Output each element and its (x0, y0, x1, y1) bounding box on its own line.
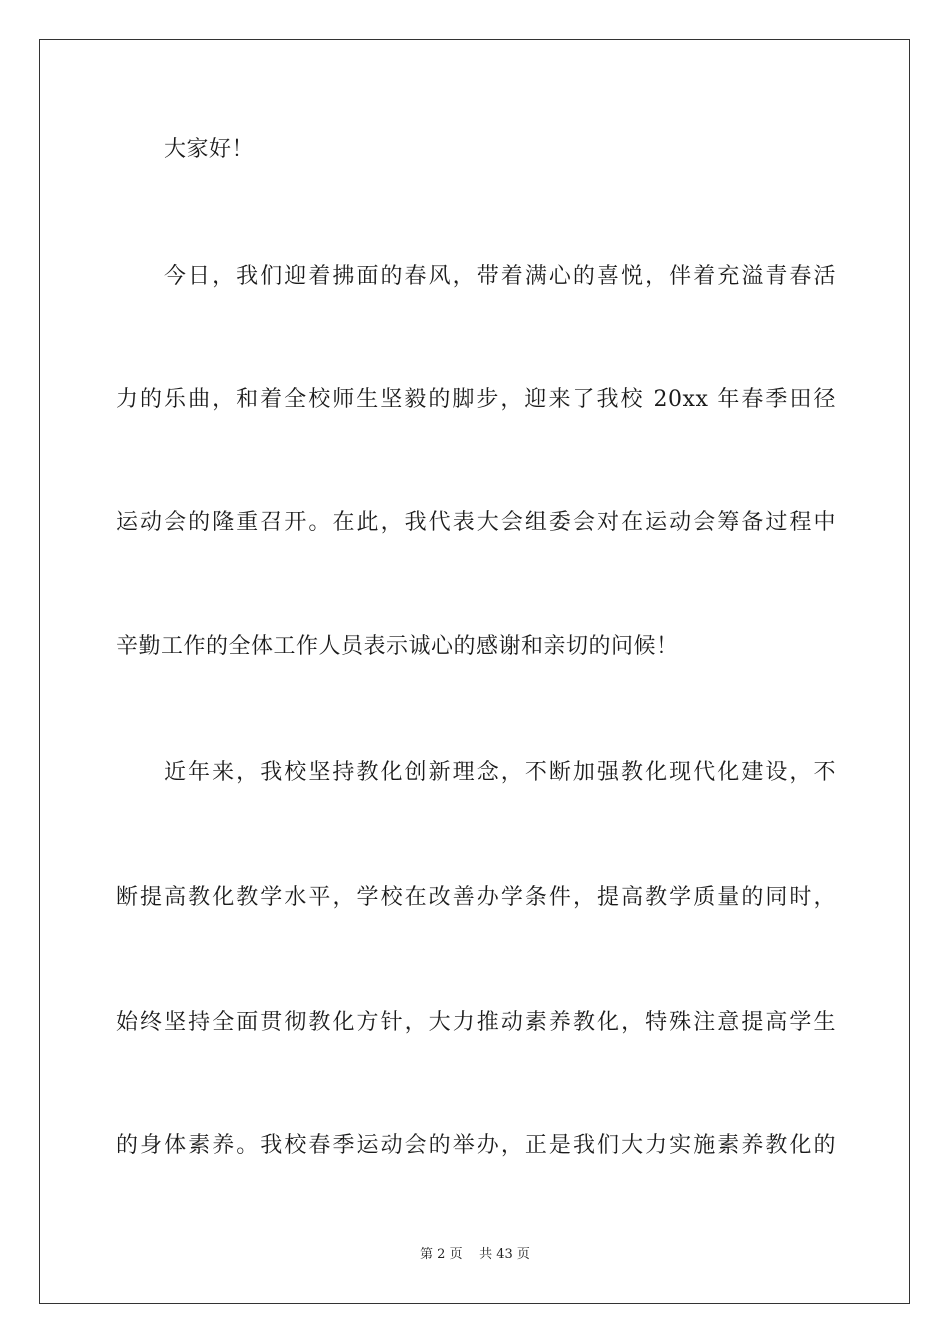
text-line: 近年来，我校坚持教化创新理念，不断加强教化现代化建设，不 (164, 760, 836, 785)
text-line: 断提高教化教学水平，学校在改善办学条件，提高教学质量的同时， (116, 885, 836, 910)
page-border (39, 39, 910, 1304)
text-line: 今日，我们迎着拂面的春风，带着满心的喜悦，伴着充溢青春活 (164, 264, 836, 289)
text-line-greeting: 大家好！ (164, 137, 255, 162)
text-line: 始终坚持全面贯彻教化方针，大力推动素养教化，特殊注意提高学生 (116, 1010, 836, 1035)
text-line: 力的乐曲，和着全校师生坚毅的脚步，迎来了我校 20xx 年春季田径 (116, 387, 836, 412)
page-number: 第 2 页 (420, 1247, 463, 1262)
page-total: 共 43 页 (479, 1247, 530, 1262)
text-line: 运动会的隆重召开。在此，我代表大会组委会对在运动会筹备过程中 (116, 510, 836, 535)
page-footer (0, 1246, 950, 1264)
text-line: 的身体素养。我校春季运动会的举办，正是我们大力实施素养教化的 (116, 1133, 836, 1158)
text-line: 辛勤工作的全体工作人员表示诚心的感谢和亲切的问候！ (116, 634, 679, 659)
